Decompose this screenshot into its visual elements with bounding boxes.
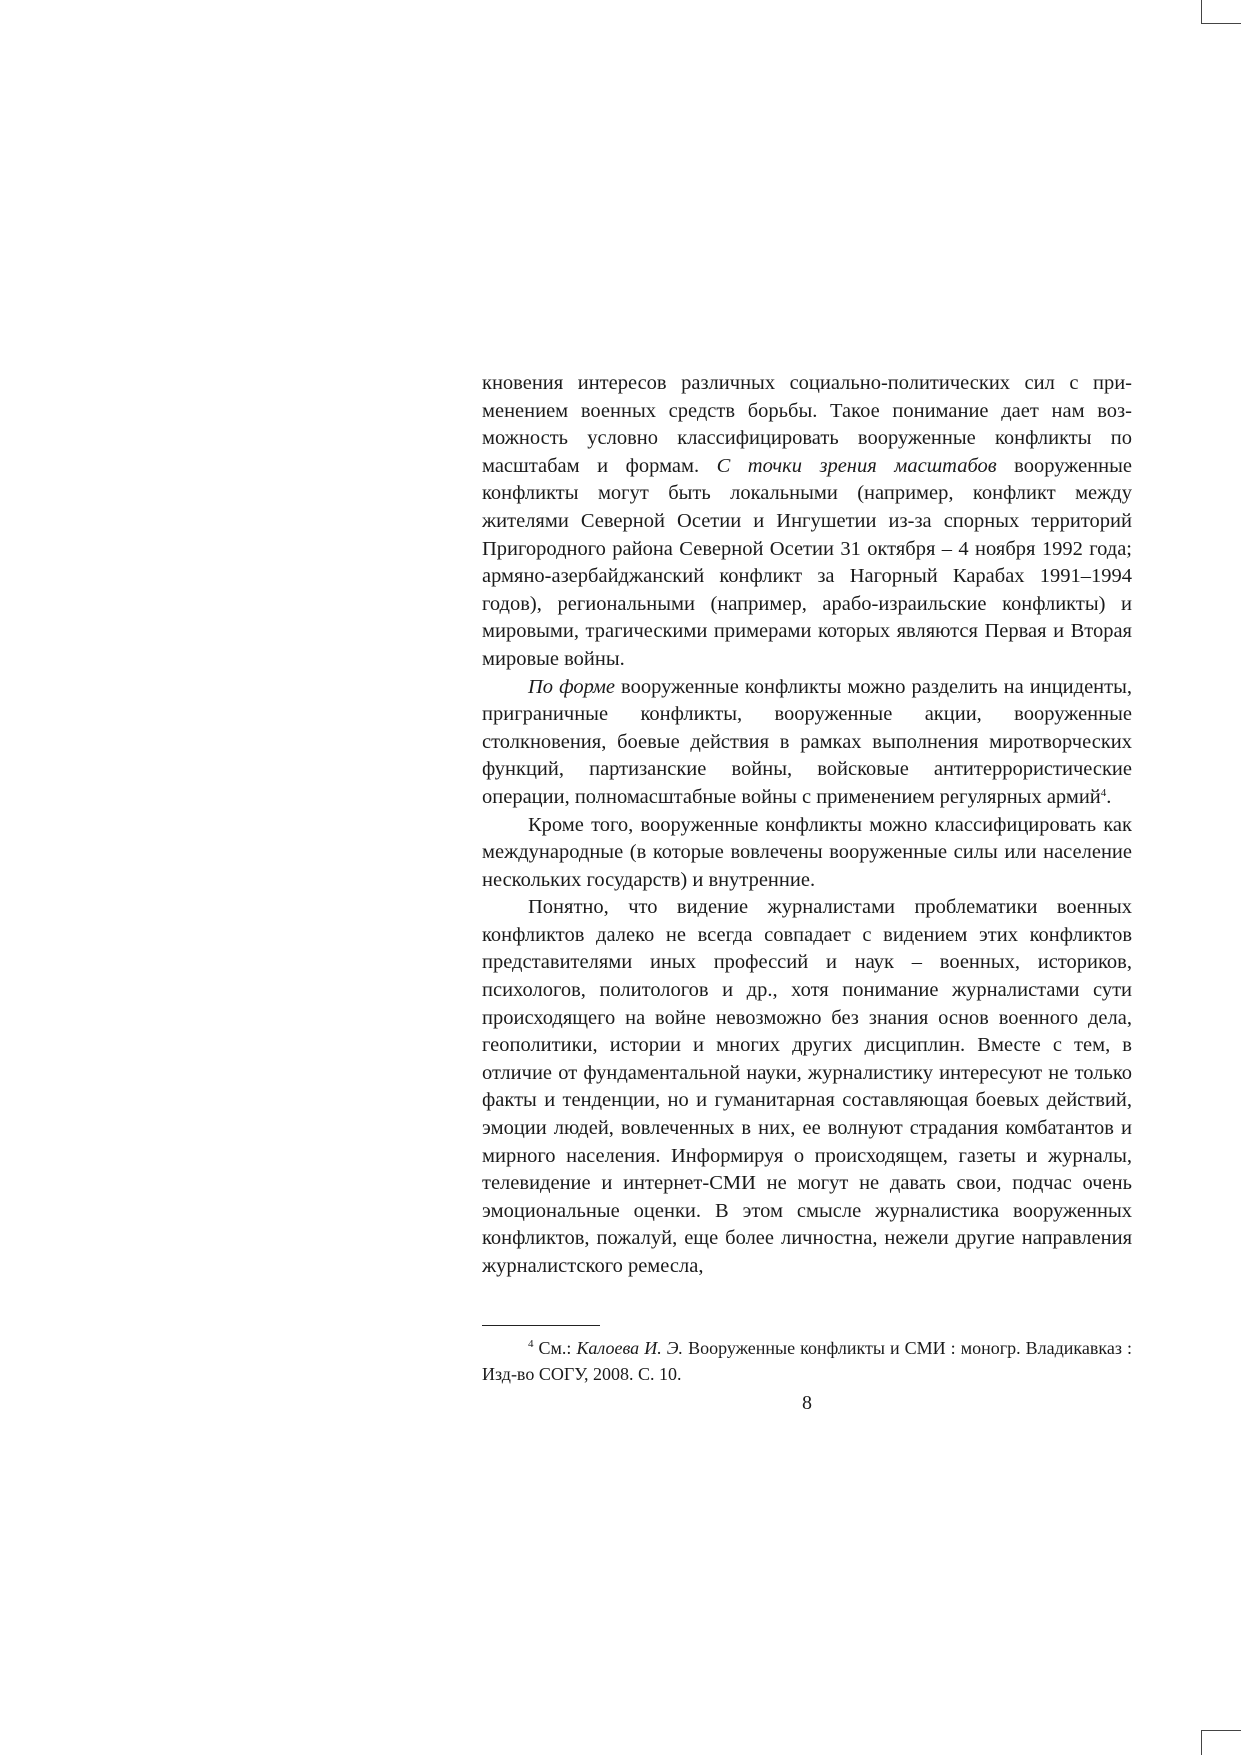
paragraph [482, 812, 1132, 895]
crop-mark-bottom-horizontal [1201, 1730, 1241, 1731]
paragraph-text: вооруженные конфликты можно разделить на инциденты, приграничные конфликты, вооруженные акции, вооруженные столкновения, боевые действия в рамках выполнения миротворческих функций, партизанские войны, войсковые антитеррористические операции, полномасштабные войны с применением регулярных армий [482, 675, 1133, 808]
body-text [482, 370, 1132, 1281]
paragraph-text: . [1106, 785, 1112, 808]
footnote-reference: 4 [1100, 786, 1107, 799]
paragraph-text: Понятно, что видение журналистами проблематики военных конфликтов далеко не всегда совпадает с видением этих конфликтов представителями иных профессий и наук – военных, историков, психологов, политологов и др., хотя понимание журналистами сути происходящего на войне невозможно без знания основ военного дела, геополитики, истории и многих других дисциплин. Вместе с тем, в отличие от фундаментальной науки, журналистику интересуют не только факты и тенденции, но и гуманитарная составляющая боевых действий, эмоции людей, вовлеченных в них, ее волнуют страдания комбатантов и мирного населения. Информируя о происходящем, газеты и журналы, телевидение и интернет-СМИ не могут не давать свои, подчас очень эмоциональные оценки. В этом смысле журналистика вооруженных конфликтов, пожалуй, еще более личностна, нежели другие направления журналистского ремесла, [482, 896, 1132, 1277]
emphasis-text: По форме [528, 675, 616, 698]
footnote [482, 1335, 1132, 1387]
paragraph-text: вооруженные конфликты могут быть локальными (например, конфликт между жителями Северной Осетии и Ингушетии из-за спорных территорий Пригородного района Северной Осетии 31 октября – 4 ноября 1992 года; армяно-азербайджанский конфликт за Нагорный Карабах 1991–1994 годов), региональными (например, арабо-израильские конфликты) и мировыми, трагическими примерами которых являются Первая и Вторая мировые войны. [482, 454, 1132, 670]
footnote-marker: 4 [528, 1338, 534, 1350]
footnote-prefix: См.: [533, 1338, 577, 1358]
page-number: 8 [802, 1392, 812, 1414]
crop-mark-bottom-vertical [1201, 1730, 1202, 1755]
footnote-separator [482, 1325, 600, 1326]
footnote-author: Калоева И. Э. [576, 1338, 684, 1358]
footnote-text: Вооруженные конфликты и СМИ : моногр. Владикавказ : Изд-во СОГУ, 2008. С. 10. [482, 1338, 1132, 1384]
paragraph [482, 674, 1132, 812]
crop-mark-top-horizontal [1201, 23, 1241, 24]
paragraph-text: кновения интересов различных социально-политических сил с применением военных средств борьбы. Такое понимание дает нам возможность условно классифицировать вооруженные конфликты по масштабам и формам. [482, 372, 1132, 477]
crop-mark-top-vertical [1201, 0, 1202, 24]
emphasis-text: С точки зрения масштабов [716, 454, 997, 477]
paragraph [482, 894, 1132, 1280]
paragraph-text: Кроме того, вооруженные конфликты можно классифицировать как международные (в которые вовлечены вооруженные силы или население нескольких государств) и внутренние. [482, 813, 1132, 891]
paragraph [482, 370, 1132, 674]
